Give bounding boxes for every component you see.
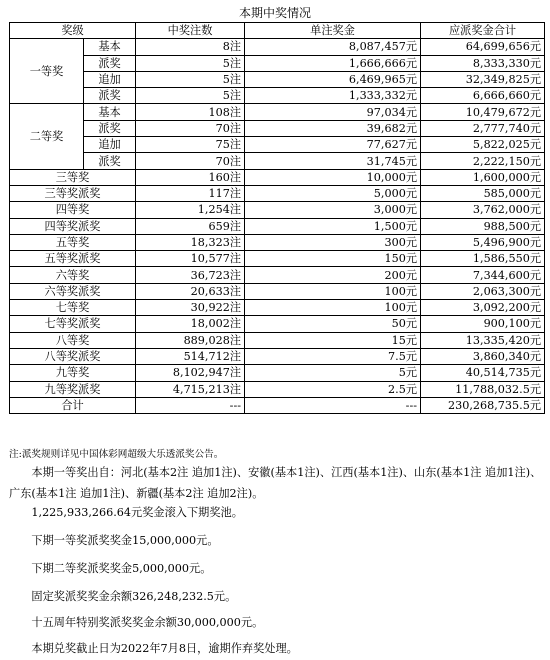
total-prize-cell: 2,777,740元 [421, 120, 545, 136]
total-prize-cell: 5,496,900元 [421, 234, 545, 250]
table-row [10, 169, 545, 185]
total-single-cell: --- [245, 397, 421, 413]
winner-count-cell: 75注 [136, 137, 245, 153]
prize-subtype-cell: 派奖 [84, 120, 136, 136]
winner-count-cell: 5注 [136, 88, 245, 104]
total-count-cell: --- [136, 397, 245, 413]
footnote: 注:派奖规则详见中国体彩网超级大乐透派奖公告。 [9, 449, 224, 460]
winner-count-cell: 108注 [136, 104, 245, 120]
winner-count-cell: 36,723注 [136, 267, 245, 283]
prize-level-cell: 一等奖 [10, 39, 84, 104]
paragraph-next-first-bonus: 下期一等奖派奖奖金15,000,000元。 [31, 534, 219, 547]
winner-count-cell: 70注 [136, 120, 245, 136]
table-row [10, 137, 545, 153]
table-row [10, 381, 545, 397]
paragraph-special-balance: 十五周年特别奖派奖奖金余额30,000,000元。 [31, 616, 264, 629]
prize-level-cell: 四等奖派奖 [10, 218, 136, 234]
total-prize-cell: 3,762,000元 [421, 202, 545, 218]
header-level: 奖级 [10, 23, 136, 39]
total-prize-cell: 10,479,672元 [421, 104, 545, 120]
total-prize-cell: 1,586,550元 [421, 251, 545, 267]
single-prize-cell: 8,087,457元 [245, 39, 421, 55]
single-prize-cell: 100元 [245, 283, 421, 299]
prize-level-cell: 七等奖 [10, 300, 136, 316]
paragraph-fixed-balance: 固定奖派奖奖金余额326,248,232.5元。 [31, 590, 237, 603]
prize-level-cell: 九等奖派奖 [10, 381, 136, 397]
table-header-row [10, 23, 545, 39]
prize-level-cell: 八等奖 [10, 332, 136, 348]
prize-level-cell: 二等奖 [10, 104, 84, 169]
single-prize-cell: 6,469,965元 [245, 71, 421, 87]
table-row [10, 71, 545, 87]
prize-subtype-cell: 派奖 [84, 55, 136, 71]
winner-count-cell: 10,577注 [136, 251, 245, 267]
table-row [10, 104, 545, 120]
prize-level-cell: 三等奖派奖 [10, 185, 136, 201]
single-prize-cell: 150元 [245, 251, 421, 267]
table-row [10, 267, 545, 283]
single-prize-cell: 97,034元 [245, 104, 421, 120]
single-prize-cell: 200元 [245, 267, 421, 283]
single-prize-cell: 15元 [245, 332, 421, 348]
prize-level-cell: 九等奖 [10, 365, 136, 381]
single-prize-cell: 300元 [245, 234, 421, 250]
table-row [10, 365, 545, 381]
prize-subtype-cell: 派奖 [84, 153, 136, 169]
prize-subtype-cell: 基本 [84, 104, 136, 120]
prize-subtype-cell: 追加 [84, 71, 136, 87]
winner-count-cell: 889,028注 [136, 332, 245, 348]
winner-count-cell: 70注 [136, 153, 245, 169]
prize-level-cell: 四等奖 [10, 202, 136, 218]
paragraph-rollover: 1,225,933,266.64元奖金滚入下期奖池。 [31, 506, 243, 519]
table-row [10, 234, 545, 250]
winner-count-cell: 514,712注 [136, 348, 245, 364]
table-row [10, 120, 545, 136]
total-row [10, 397, 545, 413]
winner-count-cell: 1,254注 [136, 202, 245, 218]
table-row [10, 316, 545, 332]
total-prize-cell: 32,349,825元 [421, 71, 545, 87]
single-prize-cell: 5,000元 [245, 185, 421, 201]
header-count: 中奖注数 [136, 23, 245, 39]
header-total: 应派奖金合计 [421, 23, 545, 39]
single-prize-cell: 2.5元 [245, 381, 421, 397]
winner-count-cell: 8注 [136, 39, 245, 55]
single-prize-cell: 5元 [245, 365, 421, 381]
total-prize-cell: 5,822,025元 [421, 137, 545, 153]
single-prize-cell: 31,745元 [245, 153, 421, 169]
table-row [10, 300, 545, 316]
prize-subtype-cell: 追加 [84, 137, 136, 153]
prize-level-cell: 五等奖派奖 [10, 251, 136, 267]
total-prize-cell: 900,100元 [421, 316, 545, 332]
table-row [10, 88, 545, 104]
single-prize-cell: 39,682元 [245, 120, 421, 136]
table-row [10, 55, 545, 71]
grand-total-cell: 230,268,735.5元 [421, 397, 545, 413]
paragraph-deadline: 本期兑奖截止日为2022年7月8日，逾期作弃奖处理。 [31, 642, 298, 655]
prize-subtype-cell: 基本 [84, 39, 136, 55]
winner-count-cell: 5注 [136, 55, 245, 71]
single-prize-cell: 1,500元 [245, 218, 421, 234]
table-row [10, 39, 545, 55]
winner-count-cell: 659注 [136, 218, 245, 234]
prize-level-cell: 五等奖 [10, 234, 136, 250]
prize-level-cell: 三等奖 [10, 169, 136, 185]
prize-level-cell: 六等奖派奖 [10, 283, 136, 299]
winner-count-cell: 18,323注 [136, 234, 245, 250]
winner-count-cell: 117注 [136, 185, 245, 201]
table-row [10, 153, 545, 169]
total-label-cell: 合计 [10, 397, 136, 413]
total-prize-cell: 64,699,656元 [421, 39, 545, 55]
single-prize-cell: 1,333,332元 [245, 88, 421, 104]
total-prize-cell: 3,092,200元 [421, 300, 545, 316]
prize-table [9, 22, 545, 414]
winner-count-cell: 5注 [136, 71, 245, 87]
single-prize-cell: 77,627元 [245, 137, 421, 153]
total-prize-cell: 988,500元 [421, 218, 545, 234]
table-row [10, 202, 545, 218]
total-prize-cell: 8,333,330元 [421, 55, 545, 71]
single-prize-cell: 7.5元 [245, 348, 421, 364]
total-prize-cell: 3,860,340元 [421, 348, 545, 364]
total-prize-cell: 1,600,000元 [421, 169, 545, 185]
winner-count-cell: 30,922注 [136, 300, 245, 316]
winner-count-cell: 160注 [136, 169, 245, 185]
total-prize-cell: 7,344,600元 [421, 267, 545, 283]
single-prize-cell: 50元 [245, 316, 421, 332]
total-prize-cell: 6,666,660元 [421, 88, 545, 104]
winner-count-cell: 20,633注 [136, 283, 245, 299]
winner-count-cell: 8,102,947注 [136, 365, 245, 381]
page-title: 本期中奖情况 [238, 6, 311, 20]
total-prize-cell: 585,000元 [421, 185, 545, 201]
prize-level-cell: 八等奖派奖 [10, 348, 136, 364]
header-prize: 单注奖金 [245, 23, 421, 39]
total-prize-cell: 11,788,032.5元 [421, 381, 545, 397]
total-prize-cell: 2,222,150元 [421, 153, 545, 169]
prize-level-cell: 六等奖 [10, 267, 136, 283]
single-prize-cell: 1,666,666元 [245, 55, 421, 71]
total-prize-cell: 40,514,735元 [421, 365, 545, 381]
prize-level-cell: 七等奖派奖 [10, 316, 136, 332]
winner-count-cell: 18,002注 [136, 316, 245, 332]
table-row [10, 218, 545, 234]
single-prize-cell: 3,000元 [245, 202, 421, 218]
table-row [10, 283, 545, 299]
table-row [10, 251, 545, 267]
total-prize-cell: 2,063,300元 [421, 283, 545, 299]
paragraph-first-prize-origin: 本期一等奖出自：河北(基本2注 追加1注)、安徽(基本1注)、江西(基本1注)、山东(基本1注 追加1注)、广东(基本1注 追加1注)、新疆(基本2注 追加2注)。 [9, 466, 542, 500]
table-row [10, 332, 545, 348]
paragraph-next-second-bonus: 下期二等奖派奖奖金5,000,000元。 [31, 562, 212, 575]
total-prize-cell: 13,335,420元 [421, 332, 545, 348]
table-row [10, 185, 545, 201]
single-prize-cell: 10,000元 [245, 169, 421, 185]
prize-subtype-cell: 派奖 [84, 88, 136, 104]
single-prize-cell: 100元 [245, 300, 421, 316]
table-row [10, 348, 545, 364]
winner-count-cell: 4,715,213注 [136, 381, 245, 397]
